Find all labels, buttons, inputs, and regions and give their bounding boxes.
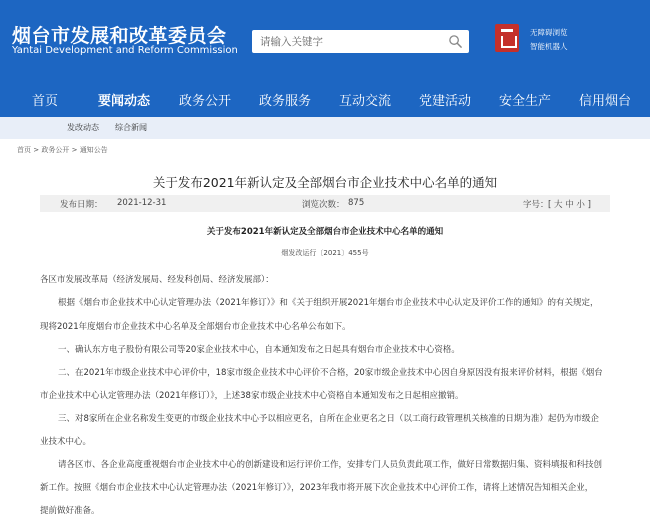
- article-paragraph: 提前做好准备。: [40, 506, 100, 515]
- search-icon[interactable]: [448, 34, 463, 49]
- nav-item-interaction[interactable]: 互动交流: [339, 94, 392, 109]
- breadcrumb-home[interactable]: 首页: [17, 146, 31, 154]
- article-paragraph: 新工作。按照《烟台市企业技术中心认定管理办法（2021年修订）》，2023年我市将开展下次企业技术中心评价工作，请将上述情况告知相关企业，: [40, 483, 594, 493]
- view-count-label: 浏览次数：: [302, 200, 345, 210]
- nav-item-news[interactable]: 要闻动态: [98, 94, 151, 109]
- article-paragraph: 请各区市、各企业高度重视烟台市企业技术中心的创新建设和运行评价工作，安排专门人员负责此项工作，做好日常数据归集、资料填报和科技创: [58, 460, 603, 470]
- search-input[interactable]: [260, 33, 440, 50]
- main-nav: [0, 87, 650, 117]
- document-title: 关于发布2021年新认定及全部烟台市企业技术中心名单的通知: [206, 227, 444, 237]
- breadcrumb-separator: >: [71, 146, 78, 154]
- subnav-item-general-news[interactable]: 综合新闻: [115, 123, 147, 132]
- article-paragraph: 二、在2021年市级企业技术中心评价中，18家市级企业技术中心评价不合格，20家市级企业技术中心因自身原因没有报来评价材料，根据《烟台: [58, 368, 603, 378]
- nav-item-party[interactable]: 党建活动: [419, 94, 472, 109]
- nav-item-credit[interactable]: 信用烟台: [579, 94, 632, 109]
- article-title: 关于发布2021年新认定及全部烟台市企业技术中心名单的通知: [152, 175, 498, 190]
- accessibility-links: [530, 26, 568, 54]
- font-size-switcher[interactable]: [ 大 中 小 ]: [548, 200, 591, 210]
- subnav-item-dev-news[interactable]: 发改动态: [67, 123, 99, 132]
- accessibility-browse-link[interactable]: 无障碍浏览: [530, 28, 568, 37]
- search-box: [252, 30, 469, 53]
- nav-item-safety[interactable]: 安全生产: [499, 94, 552, 109]
- document-number: 烟发改运行〔2021〕455号: [281, 249, 369, 257]
- breadcrumb-gov-affairs[interactable]: 政务公开: [41, 146, 70, 154]
- article-paragraph: 市企业技术中心认定管理办法（2021年修订）》，上述38家市级企业技术中心资格自本通知发布之日起相应撤销。: [40, 391, 464, 401]
- site-title[interactable]: 烟台市发展和改革委员会: [12, 25, 227, 47]
- nav-item-services[interactable]: 政务服务: [259, 94, 312, 109]
- site-header: [0, 0, 650, 87]
- article-paragraph: 现将2021年度烟台市企业技术中心名单及全部烟台市企业技术中心名单公布如下。: [40, 322, 351, 332]
- publish-date-label: 发布日期：: [60, 200, 103, 210]
- publish-date: 2021-12-31: [117, 198, 167, 208]
- accessibility-icon[interactable]: [495, 24, 519, 52]
- nav-item-gov-affairs[interactable]: 政务公开: [179, 94, 232, 109]
- article-paragraph: 三、对8家所在企业名称发生变更的市级企业技术中心予以相应更名，自所在企业更名之日（以工商行政管理机关核准的日期为准）起仍为市级企: [58, 414, 599, 424]
- breadcrumb: [17, 145, 108, 155]
- smart-robot-link[interactable]: 智能机器人: [530, 42, 568, 51]
- breadcrumb-notices[interactable]: 通知公告: [79, 146, 108, 154]
- site-subtitle: Yantai Development and Reform Commission: [12, 45, 238, 56]
- breadcrumb-separator: >: [33, 146, 40, 154]
- article-paragraph: 业技术中心。: [40, 437, 92, 447]
- font-size-label: 字号：: [523, 200, 549, 210]
- sub-nav: [0, 117, 650, 139]
- article-paragraph: 一、确认东方电子股份有限公司等20家企业技术中心，自本通知发布之日起具有烟台市企业技术中心资格。: [58, 345, 460, 355]
- nav-item-home[interactable]: 首页: [32, 94, 59, 109]
- article-paragraph: 各区市发展改革局（经济发展局、经发科创局、经济发展部）：: [40, 275, 274, 285]
- article-paragraph: 根据《烟台市企业技术中心认定管理办法（2021年修订）》和《关于组织开展2021年烟台市企业技术中心认定及评价工作的通知》的有关规定，: [58, 298, 599, 308]
- view-count: 875: [348, 198, 365, 208]
- article-meta: [40, 195, 610, 212]
